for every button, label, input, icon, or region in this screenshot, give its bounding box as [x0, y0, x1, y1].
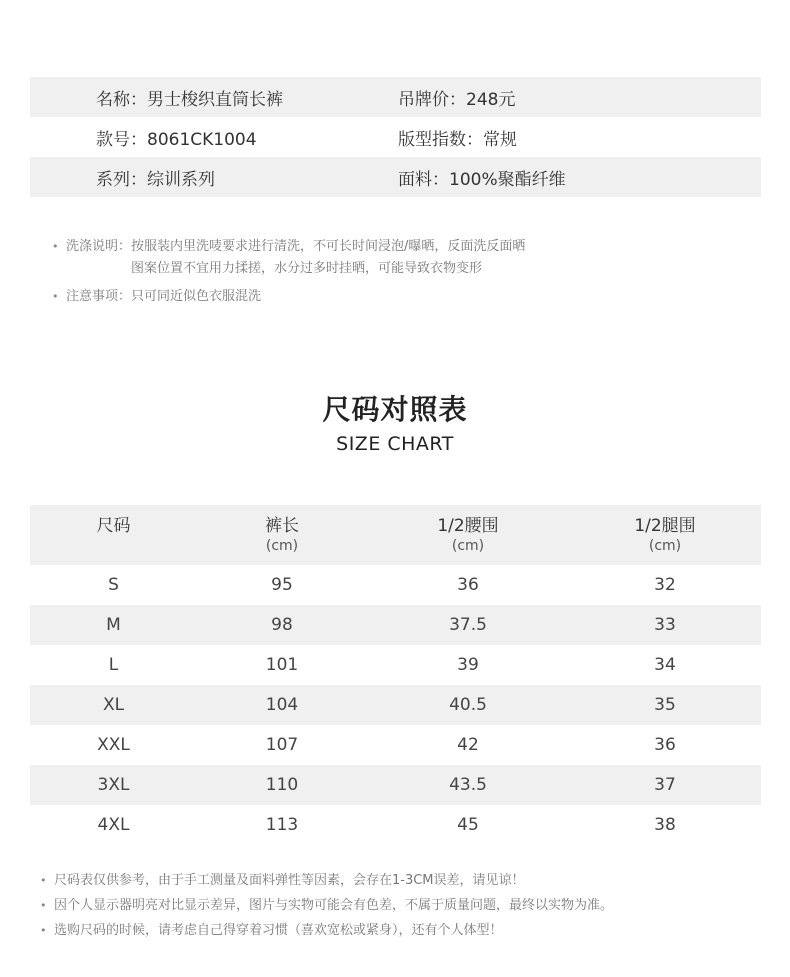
bullet-icon: •	[40, 899, 47, 912]
header-waist	[367, 505, 569, 565]
cell-size: L	[108, 655, 119, 675]
cell-waist: 40.5	[449, 695, 487, 715]
cell-size: 4XL	[97, 815, 130, 835]
cell-leg: 37	[654, 775, 676, 795]
cell-waist: 36	[457, 575, 479, 595]
header-size	[30, 505, 197, 565]
table-row	[30, 805, 761, 845]
fit-index: 版型指数：常规	[398, 129, 517, 150]
note-line: 图案位置不宜用力揉搓，水分过多时挂晒，可能导致衣物变形	[131, 261, 483, 276]
footnotes	[40, 868, 613, 943]
table-row	[30, 685, 761, 725]
info-row	[30, 157, 761, 197]
header-label: 1/2腰围	[437, 516, 499, 536]
product-name: 名称：男士梭织直筒长裤	[96, 89, 283, 110]
cell-length: 104	[265, 695, 299, 715]
cell-leg: 35	[654, 695, 676, 715]
cell-waist: 39	[457, 655, 479, 675]
header-unit: (cm)	[648, 538, 682, 554]
product-info	[30, 77, 761, 197]
cell-waist: 37.5	[449, 615, 487, 635]
cell-length: 107	[265, 735, 299, 755]
cell-waist: 45	[457, 815, 479, 835]
style-number: 款号：8061CK1004	[96, 129, 257, 150]
footnote	[40, 893, 613, 918]
note-label: 注意事项：	[66, 289, 132, 304]
cell-size: S	[108, 575, 119, 595]
header-leg	[569, 505, 761, 565]
footnote	[40, 868, 613, 893]
header-label: 裤长	[265, 516, 299, 536]
table-row	[30, 725, 761, 765]
cell-length: 110	[265, 775, 299, 795]
info-row	[30, 117, 761, 157]
cell-leg: 33	[654, 615, 676, 635]
bullet-icon: •	[52, 240, 59, 253]
footnote	[40, 918, 613, 943]
cell-leg: 38	[654, 815, 676, 835]
cell-leg: 36	[654, 735, 676, 755]
cell-size: 3XL	[97, 775, 130, 795]
cell-length: 113	[265, 815, 299, 835]
caution-notes	[52, 286, 525, 308]
header-unit: (cm)	[451, 538, 485, 554]
size-table	[30, 505, 761, 845]
fabric: 面料：100%聚酯纤维	[398, 169, 566, 190]
cell-leg: 34	[654, 655, 676, 675]
note-line: 只可同近似色衣服混洗	[131, 289, 262, 304]
footnote-text: 尺码表仅供参考，由于手工测量及面料弹性等因素，会存在1-3CM误差，请见谅！	[54, 873, 525, 888]
footnote-text: 因个人显示器明亮对比显示差异，图片与实物可能会有色差，不属于质量问题，最终以实物为准。	[54, 898, 614, 913]
cell-length: 98	[271, 615, 293, 635]
cell-leg: 32	[654, 575, 676, 595]
note-label: 洗涤说明：	[66, 239, 132, 254]
cell-waist: 43.5	[449, 775, 487, 795]
header-unit: (cm)	[265, 538, 299, 554]
bullet-icon: •	[40, 924, 47, 937]
table-header	[30, 505, 761, 565]
bullet-icon: •	[40, 874, 47, 887]
cell-waist: 42	[457, 735, 479, 755]
bullet-icon: •	[52, 290, 59, 303]
table-row	[30, 645, 761, 685]
header-label: 1/2腿围	[634, 516, 696, 536]
note-line: 按服装内里洗唛要求进行清洗，不可长时间浸泡/曝晒，反面洗反面晒	[131, 239, 526, 254]
size-chart-title: 尺码对照表	[322, 393, 468, 426]
header-label: 尺码	[96, 516, 131, 536]
header-length	[197, 505, 367, 565]
washing-instructions	[52, 236, 525, 280]
table-row	[30, 565, 761, 605]
cell-size: XL	[102, 695, 125, 715]
cell-size: M	[106, 615, 121, 635]
cell-length: 101	[265, 655, 299, 675]
tag-price: 吊牌价：248元	[398, 89, 516, 110]
table-row	[30, 765, 761, 805]
info-row	[30, 77, 761, 117]
size-chart-subtitle: SIZE CHART	[336, 433, 454, 455]
cell-length: 95	[271, 575, 293, 595]
series: 系列：综训系列	[96, 169, 215, 190]
cell-size: XXL	[97, 735, 130, 755]
table-row	[30, 605, 761, 645]
care-notes	[52, 236, 525, 308]
footnote-text: 选购尺码的时候，请考虑自己得穿着习惯（喜欢宽松或紧身），还有个人体型！	[54, 923, 503, 938]
